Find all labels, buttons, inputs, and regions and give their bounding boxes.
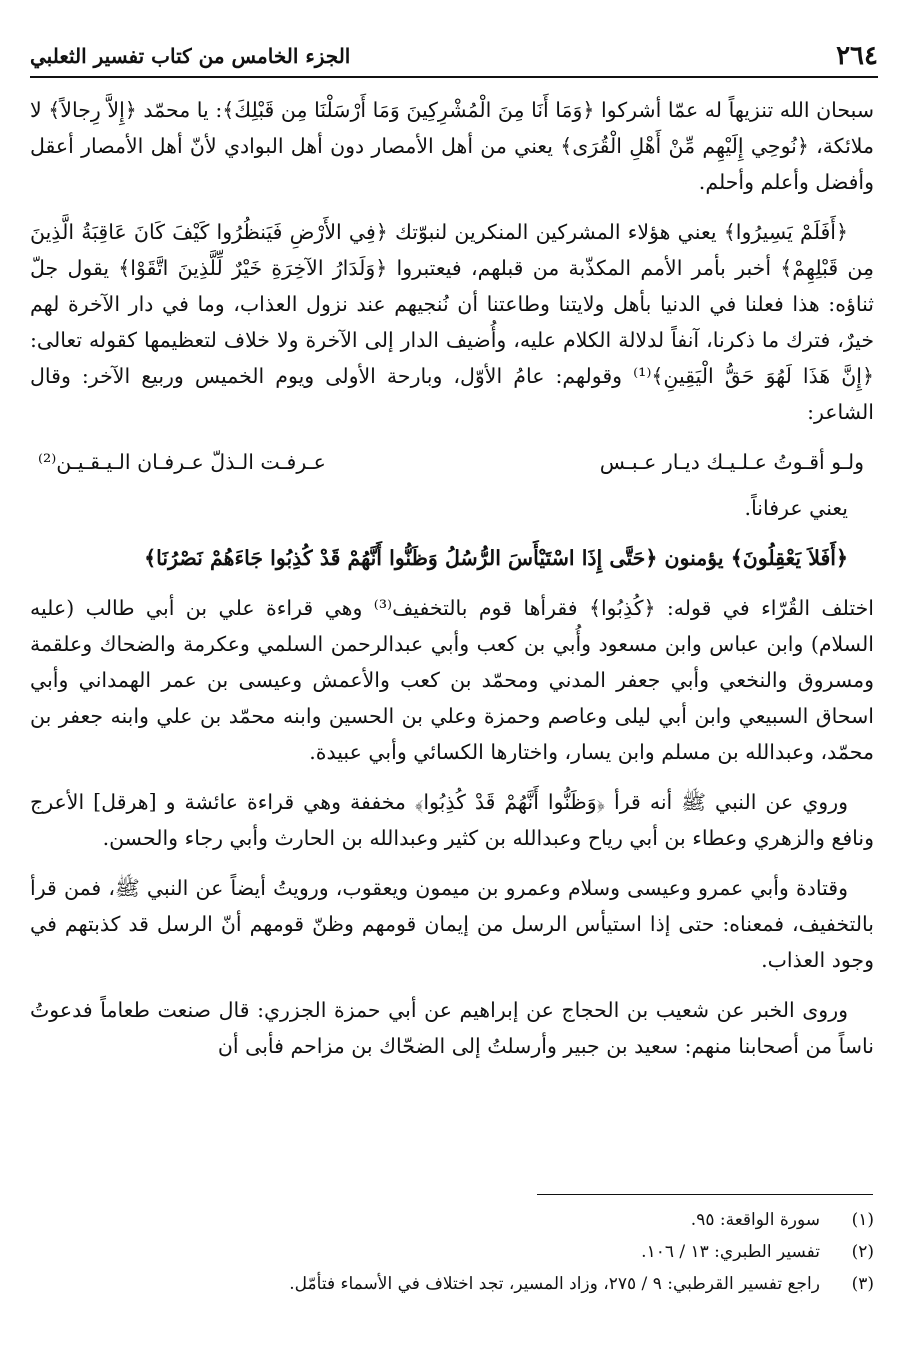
page-header bbox=[30, 38, 878, 74]
footnote-text: سورة الواقعة: ٩٥. bbox=[690, 1210, 820, 1230]
paragraph-7: وقتادة وأبي عمرو وعيسى وسلام وعمرو بن ميمون ويعقوب، ورويتُ أيضاً عن النبي ﷺ، فمن قرأ بالتخفيف، فمعناه: حتى إذا استيأس الرسل من إيمان قومهم وظنّ قومهم أنّ الرسل قد كذبتهم في وجود العذاب. bbox=[30, 876, 874, 972]
running-title: الجزء الخامس من كتاب تفسير الثعلبي bbox=[30, 44, 351, 68]
paragraph-1: سبحان الله تنزيهاً له عمّا أشركوا ﴿وَمَا أَنَا مِنَ الْمُشْرِكِينَ وَمَا أَرْسَلْنَا مِن قَبْلِكَ﴾: يا محمّد ﴿إِلاَّ رِجالاً﴾ لا ملائكة، ﴿نُوحِي إِلَيْهِم مِّنْ أَهْلِ الْقُرَى﴾ يعني من أهل الأمصار دون أهل البوادي لأنّ أهل الأمصار أعقل وأفضل وأعلم وأحلم. bbox=[30, 98, 874, 194]
footnote-item bbox=[30, 1204, 874, 1236]
poem-hemistich-right: ولـو أقـوتُ عـلـيـك ديـار عـبـس bbox=[599, 450, 864, 474]
paragraph-6: وروي عن النبي ﷺ أنه قرأ ﴿وَظَنُّوا أَنَّهُمْ قَدْ كُذِبُوا﴾ مخففة وهي قراءة عائشة و [هرقل] الأعرج ونافع والزهري وعطاء بن أبي رياح وعبدالله بن كثير وعبدالله بن الحارث وأبي رجاء والحسن. bbox=[30, 790, 874, 850]
paragraph-4: ﴿أَفَلاَ يَعْقِلُونَ﴾ يؤمنون ﴿حَتَّى إِذَا اسْتَيْأَسَ الرُّسُلُ وَظَنُّوا أَنَّهُمْ قَدْ كُذِبُوا جَاءَهُمْ نَصْرُنَا﴾ bbox=[144, 546, 848, 570]
paragraph-2: ﴿أَفَلَمْ يَسِيرُوا﴾ يعني هؤلاء المشركين المنكرين لنبوّتك ﴿فِي الأَرْضِ فَيَنظُرُوا كَيْفَ كَانَ عَاقِبَةُ الَّذِينَ مِن قَبْلِهِمْ﴾ أخبر بأمر الأمم المكذّبة من قبلهم، فيعتبروا ﴿وَلَدَارُ الآخِرَةِ خَيْرٌ لِّلَّذِينَ اتَّقَوْا﴾ يقول جلّ ثناؤه: هذا فعلنا في الدنيا بأهل ولايتنا وطاعتنا أن نُنجيهم عند نزول العذاب، وما في دار الآخرة لهم خيرٌ، فترك ما ذكرنا، آنفاً لدلالة الكلام عليه، وأُضيف الدار إلى الآخرة ولا خلاف لتعظيمها كقوله تعالى: ﴿إِنَّ هَذَا لَهُوَ حَقُّ الْيَقِينِ﴾⁽¹⁾ وقولهم: عامُ الأوّل، وبارحة الأولى ويوم الخميس وربيع الآخر: وقال الشاعر: bbox=[30, 220, 874, 424]
footnote-number: (٣) bbox=[851, 1274, 874, 1294]
header-rule bbox=[30, 76, 878, 78]
paragraph-5: اختلف القُرّاء في قوله: ﴿كُذِبُوا﴾ فقرأها قوم بالتخفيف⁽³⁾ وهي قراءة علي بن أبي طالب (عليه السلام) وابن عباس وابن مسعود وأُبي بن كعب وأبي عبدالرحمن السلمي وعكرمة والضحاك وعلقمة ومسروق والنخعي وأبي جعفر المدني ومحمّد بن كعب والأعمش وعيسى بن عمر الهمداني وأبي اسحاق السبيعي وابن أبي ليلى وعاصم وحمزة وعلي بن الحسين وابنه محمّد بن علي وابنه جعفر بن محمّد، وعبدالله بن مسلم وابن يسار، واختارها الكسائي وأبي عبيدة. bbox=[30, 596, 874, 764]
paragraph-3: يعني عرفاناً. bbox=[744, 496, 848, 520]
poem-hemistich-left: عـرفـت الـذلّ عـرفـان الـيـقـيـن⁽²⁾ bbox=[38, 450, 326, 474]
footnotes bbox=[30, 1204, 874, 1300]
paragraph-8: وروى الخبر عن شعيب بن الحجاج عن إبراهيم عن أبي حمزة الجزري: قال صنعت طعاماً فدعوتُ ناساً من أصحابنا منهم: سعيد بن جبير وأرسلتُ إلى الضحّاك بن مزاحم فأبى أن bbox=[30, 998, 874, 1058]
main-text bbox=[30, 92, 874, 1078]
footnote-rule bbox=[537, 1194, 873, 1195]
footnote-text: تفسير الطبري: ١٣ / ١٠٦. bbox=[641, 1242, 820, 1262]
footnote-item bbox=[30, 1268, 874, 1300]
footnote-number: (٢) bbox=[851, 1242, 874, 1262]
footnote-number: (١) bbox=[851, 1210, 874, 1230]
page-number: ٢٦٤ bbox=[836, 41, 878, 71]
footnote-item bbox=[30, 1236, 874, 1268]
footnote-text: راجع تفسير القرطبي: ٩ / ٢٧٥، وزاد المسير، تجد اختلاف في الأسماء فتأمّل. bbox=[289, 1274, 820, 1294]
poem-verse bbox=[38, 444, 864, 480]
